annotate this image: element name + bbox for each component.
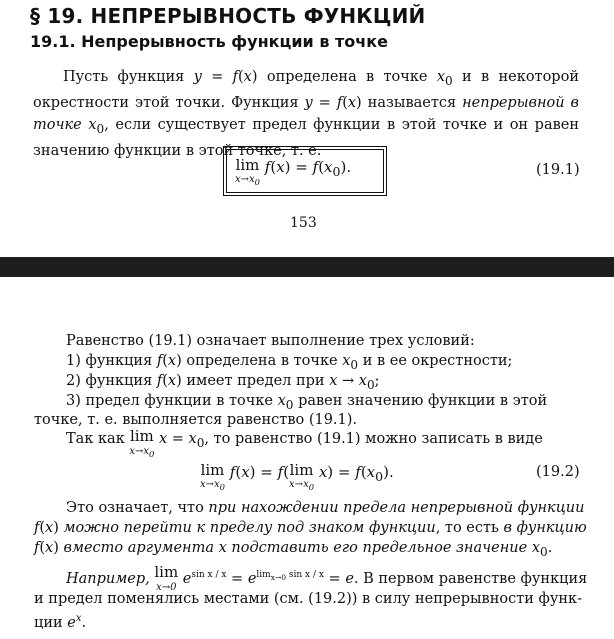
page-next xyxy=(0,277,614,639)
example-line-3: ции $e^x$. xyxy=(34,613,87,631)
page-153 xyxy=(0,0,614,257)
section-title: § 19. НЕПРЕРЫВНОСТЬ ФУНКЦИЙ xyxy=(30,4,426,28)
page-number: 153 xyxy=(290,215,317,231)
since-line: Так как lim $x\to x_0$ $x = x_0$, то равенство (19.1) можно записать в виде xyxy=(66,427,543,459)
conditions-intro: Равенство (19.1) означает выполнение трех условий: xyxy=(66,333,475,349)
formula-19-1: lim $x\to x_0$ $f(x) = f(x_0)$. xyxy=(235,156,352,187)
defined-term: непрерывной в точке xyxy=(33,94,579,133)
means-line-2: f(x) можно перейти к пределу под знаком функции, то есть в функцию xyxy=(34,520,587,536)
example-line-2: и предел поменялись местами (см. (19.2)) в силу непрерывности функ- xyxy=(34,591,583,607)
subsection-title: 19.1. Непрерывность функции в точке xyxy=(30,32,388,51)
page-separator xyxy=(0,257,614,277)
condition-3-line-1: 3) предел функции в точке $x_0$ равен значению функции в этой xyxy=(66,393,548,412)
definition-paragraph: Пусть функция y = f(x) определена в точке $x_0$ и в некоторой окрестности этой точки. Функция y = f(x) называется непрерывной в точке $x_0$, если существует предел функции в этой точке и он равен значению функции в этой точке, т. е. xyxy=(33,69,580,159)
condition-3-line-2: точке, т. е. выполняется равенство (19.1). xyxy=(34,412,358,428)
formula-box-19-1 xyxy=(226,149,384,193)
means-line-1: Это означает, что при нахождении предела непрерывной функции xyxy=(66,500,585,516)
condition-2: 2) функция f(x) имеет предел при $x \to x_0$; xyxy=(66,373,380,392)
example-line-1: Например, lim x→0 $e^{sin x / x} = e^{lim_{x\to 0} sin x / x} = e$. В первом равенстве функция xyxy=(66,563,588,593)
equation-number-2: (19.2) xyxy=(536,464,580,480)
means-line-3: f(x) вместо аргумента x подставить его предельное значение $x_0$. xyxy=(34,540,553,559)
condition-1: 1) функция f(x) определена в точке $x_0$ и в ее окрестности; xyxy=(66,353,513,372)
formula-19-2: lim $x\to x_0$ f(x) = f(lim $x\to x_0$ $x) = f(x_0)$. xyxy=(200,461,394,492)
equation-number: (19.1) xyxy=(536,162,580,178)
